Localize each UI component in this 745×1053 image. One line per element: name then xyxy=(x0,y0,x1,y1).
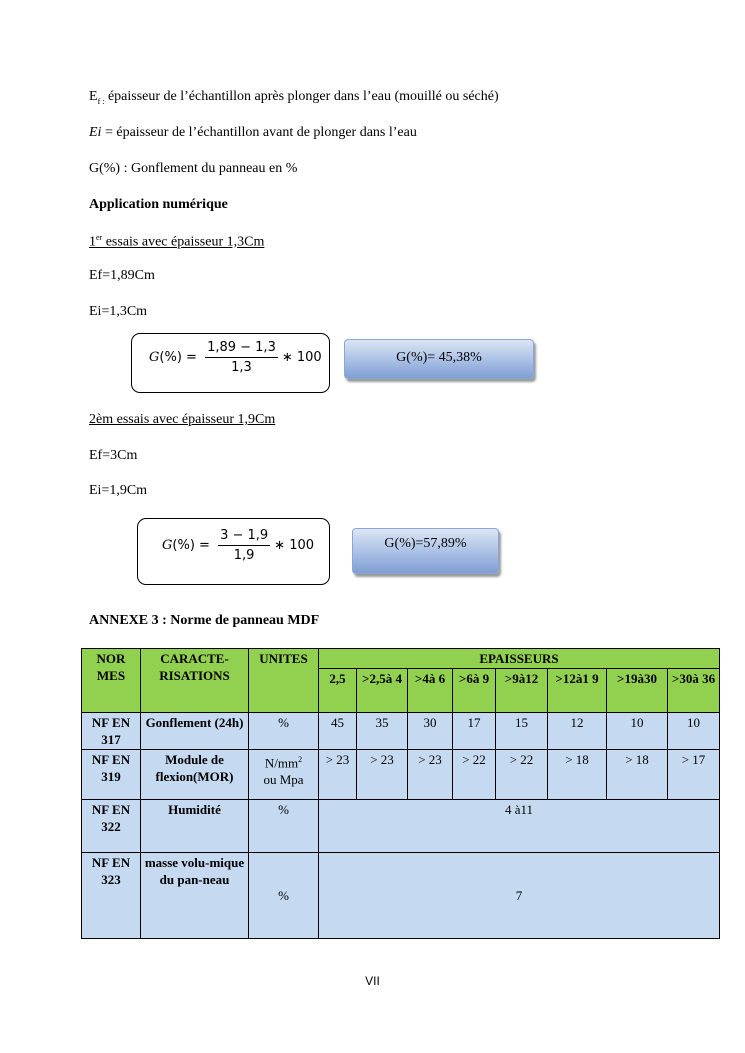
caract-cell: Gonflement (24h) xyxy=(141,713,249,750)
formula-unit: (%) = xyxy=(159,350,197,365)
essai1-denominator: 1,3 xyxy=(231,360,252,375)
value-cell: > 23 xyxy=(357,750,408,800)
value-cell: > 22 xyxy=(453,750,496,800)
norme-cell: NF EN 323 xyxy=(82,853,141,939)
merged-value-cell: 7 xyxy=(319,853,720,939)
header-caracterisations: CARACTE-RISATIONS xyxy=(141,649,249,713)
value-cell: > 23 xyxy=(408,750,453,800)
unite-cell xyxy=(249,750,319,800)
definition-ei xyxy=(89,125,417,141)
thickness-cell: >4à 6 xyxy=(408,669,453,713)
ef-symbol: E xyxy=(89,89,98,104)
norme-cell: NF EN 319 xyxy=(82,750,141,800)
norme-cell: NF EN 322 xyxy=(82,800,141,853)
ef-text: épaisseur de l’échantillon après plonger dans l’eau (mouillé ou séché) xyxy=(104,89,499,104)
value-cell: > 18 xyxy=(607,750,668,800)
essai1-multiplier: ∗ 100 xyxy=(281,350,322,365)
unite-cell: % xyxy=(249,800,319,853)
ef-subscript: f : xyxy=(97,96,105,106)
formula-unit: (%) = xyxy=(172,538,210,553)
essai1-fraction xyxy=(205,340,278,375)
essai1-result: G(%)= 45,38% xyxy=(396,350,482,365)
annexe-title: ANNEXE 3 : Norme de panneau MDF xyxy=(89,613,320,628)
application-heading: Application numérique xyxy=(89,197,228,212)
essai2-result: G(%)=57,89% xyxy=(384,536,467,551)
unite-cell: % xyxy=(249,713,319,750)
essai1-title-sup: er xyxy=(96,233,103,242)
value-cell: > 17 xyxy=(668,750,720,800)
unite-sup: 2 xyxy=(298,755,303,764)
unite-alt: ou Mpa xyxy=(263,772,304,788)
ei-text: = épaisseur de l’échantillon avant de plonger dans l’eau xyxy=(101,125,417,140)
value-cell: > 18 xyxy=(548,750,607,800)
essai1-title-num: 1 xyxy=(89,234,96,250)
unite-main: N/mm xyxy=(264,755,299,771)
essai1-title-rest: essais avec épaisseur 1,3Cm xyxy=(102,234,265,250)
value-cell: 35 xyxy=(357,713,408,750)
essai1-ef: Ef=1,89Cm xyxy=(89,268,155,283)
thickness-cell: >6à 9 xyxy=(453,669,496,713)
value-cell: 17 xyxy=(453,713,496,750)
essai2-denominator: 1,9 xyxy=(233,548,255,563)
essai1-title xyxy=(89,233,264,251)
norme-cell: NF EN 317 xyxy=(82,713,141,750)
table-row xyxy=(82,713,720,750)
thickness-cell: 2,5 xyxy=(319,669,357,713)
table-row xyxy=(82,800,720,853)
thickness-cell: >30à 36 xyxy=(668,669,720,713)
header-unites: UNITES xyxy=(249,649,319,713)
value-cell: 30 xyxy=(408,713,453,750)
value-cell: 10 xyxy=(668,713,720,750)
thickness-cell: >2,5à 4 xyxy=(357,669,408,713)
value-cell: 10 xyxy=(607,713,668,750)
caract-cell: Module de flexion(MOR) xyxy=(141,750,249,800)
header-normes: NOR MES xyxy=(82,649,141,713)
essai1-result-box xyxy=(344,339,534,379)
essai2-ei: Ei=1,9Cm xyxy=(89,483,148,498)
ei-symbol: Ei xyxy=(89,125,102,140)
essai2-fraction xyxy=(218,528,270,563)
table-row xyxy=(82,750,720,800)
table-header-row xyxy=(82,649,720,669)
essai2-title: 2èm essais avec épaisseur 1,9Cm xyxy=(89,412,276,427)
essai2-formula-box xyxy=(137,518,330,585)
essai2-result-box xyxy=(352,528,499,574)
mdf-norm-table xyxy=(81,648,720,939)
essai1-numerator: 1,89 − 1,3 xyxy=(205,340,278,358)
essai2-multiplier: ∗ 100 xyxy=(274,538,315,553)
formula-g-symbol: G xyxy=(149,350,160,365)
value-cell: 12 xyxy=(548,713,607,750)
value-cell: 15 xyxy=(496,713,548,750)
value-cell: > 23 xyxy=(319,750,357,800)
essai1-ei: Ei=1,3Cm xyxy=(89,304,148,319)
thickness-cell: >9à12 xyxy=(496,669,548,713)
page-number: VII xyxy=(365,974,380,988)
caract-cell: masse volu-mique du pan-neau xyxy=(141,853,249,939)
thickness-cell: >19à30 xyxy=(607,669,668,713)
thickness-cell: >12à1 9 xyxy=(548,669,607,713)
value-cell: 45 xyxy=(319,713,357,750)
definition-g: G(%) : Gonflement du panneau en % xyxy=(89,161,298,176)
header-epaisseurs: EPAISSEURS xyxy=(319,649,720,669)
essai1-formula xyxy=(149,340,322,375)
formula-g-symbol: G xyxy=(162,538,173,553)
essai2-formula xyxy=(162,528,314,563)
caract-cell: Humidité xyxy=(141,800,249,853)
merged-value-cell: 4 à11 xyxy=(319,800,720,853)
essai1-formula-box xyxy=(131,333,330,393)
essai2-numerator: 3 − 1,9 xyxy=(218,528,270,546)
table-row xyxy=(82,853,720,939)
value-cell: > 22 xyxy=(496,750,548,800)
essai2-ef: Ef=3Cm xyxy=(89,448,138,463)
definition-ef xyxy=(89,89,499,106)
unite-cell: % xyxy=(249,853,319,939)
